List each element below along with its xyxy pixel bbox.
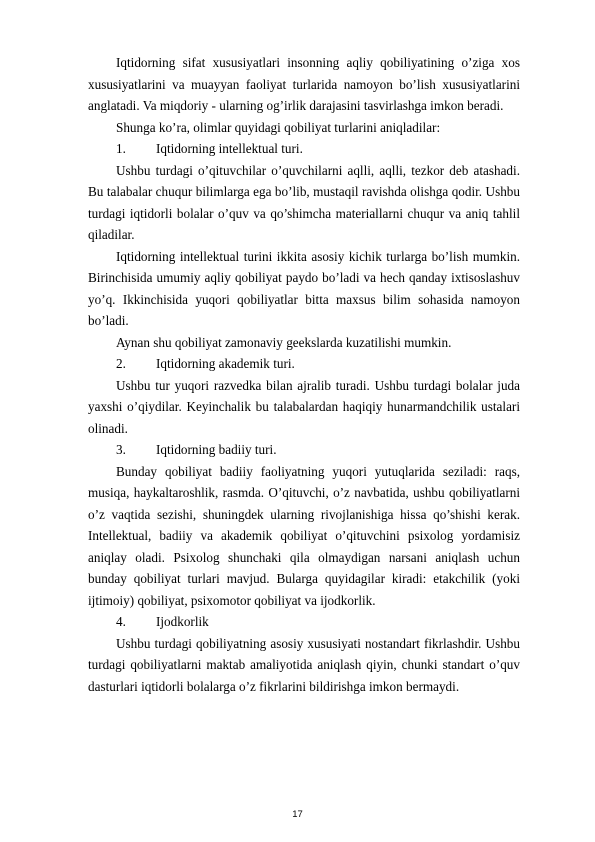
paragraph: Ushbu tur yuqori razvedka bilan ajralib turadi. Ushbu turdagi bolalar juda yaxshi o’qiydilar. Keyinchalik bu talabalardan haqiqiy hunarmandchilik ustalari olinadi.	[88, 377, 520, 436]
item-text: Iqtidorning badiiy turi.	[156, 442, 277, 457]
item-number: 1.	[116, 141, 126, 156]
paragraph: Iqtidorning sifat xususiyatlari insonning aqliy qobiliyatining o’ziga xos xususiyatlarini va muayyan faoliyat turlarida namoyon bo’lish xususiyatlarini anglatadi. Va miqdoriy - ularning og’irlik darajasini tasvirlashga imkon beradi.	[88, 55, 520, 113]
paragraph: Bunday qobiliyat badiiy faoliyatning yuqori yutuqlarida seziladi: raqs, musiqa, haykaltaroshlik, rasmda. O’qituvchi, o’z navbatida, ushbu qobiliyatlarni o’z vaqtida sezishi, shuningdek ularning rivojlanishiga hissa qo’shishi kerak. Intellektual, badiiy va akademik qobiliyat o’qituvchini psixolog yordamisiz aniqlay oladi. Psixolog shunchaki qila olmaydigan narsani aniqlash uchun bunday qobiliyat turlari mavjud. Bularga quyidagilar kiradi: etakchilik (yoki ijtimoiy) qobiliyat, psixomotor qobiliyat va ijodkorlik.	[88, 463, 520, 608]
item-number: 3.	[116, 442, 126, 457]
paragraph: Ushbu turdagi qobiliyatning asosiy xususiyati nostandart fikrlashdir. Ushbu turdagi qobiliyatlarni maktab amaliyotida aniqlash qiyin, chunki standart o’quv dasturlari iqtidorli bolalarga o’z fikrlarini bildirishga imkon bermaydi.	[88, 635, 520, 694]
numbered-heading	[88, 138, 520, 160]
paragraph: Ushbu turdagi o’qituvchilar o’quvchilarni aqlli, aqlli, tezkor deb atashadi. Bu talabalar chuqur bilimlarga ega bo’lib, mustaqil ravishda olishga qodir. Ushbu turdagi iqtidorli bolalar o’quv va qo’shimcha materiallarni chuqur va aniq tahlil qiladilar.	[88, 162, 520, 242]
item-text: Iqtidorning akademik turi.	[156, 356, 295, 371]
item-text: Iqtidorning intellektual turi.	[156, 141, 303, 156]
numbered-heading	[88, 439, 520, 461]
numbered-heading	[88, 353, 520, 375]
item-number: 4.	[116, 614, 126, 629]
document-body	[88, 52, 520, 697]
paragraph: Shunga ko’ra, olimlar quyidagi qobiliyat turlarini aniqladilar:	[116, 119, 441, 135]
page-number: 17	[292, 809, 303, 820]
numbered-heading	[88, 611, 520, 633]
paragraph: Iqtidorning intellektual turini ikkita asosiy kichik turlarga bo’lish mumkin. Birinchisida umumiy aqliy qobiliyat paydo bo’ladi va hech qanday ixtisoslashuv yo’q. Ikkinchisida yuqori qobiliyatlar bitta maxsus bilim sohasida namoyon bo’ladi.	[88, 248, 520, 328]
item-text: Ijodkorlik	[156, 614, 209, 629]
paragraph: Aynan shu qobiliyat zamonaviy geekslarda kuzatilishi mumkin.	[116, 334, 452, 350]
item-number: 2.	[116, 356, 126, 371]
